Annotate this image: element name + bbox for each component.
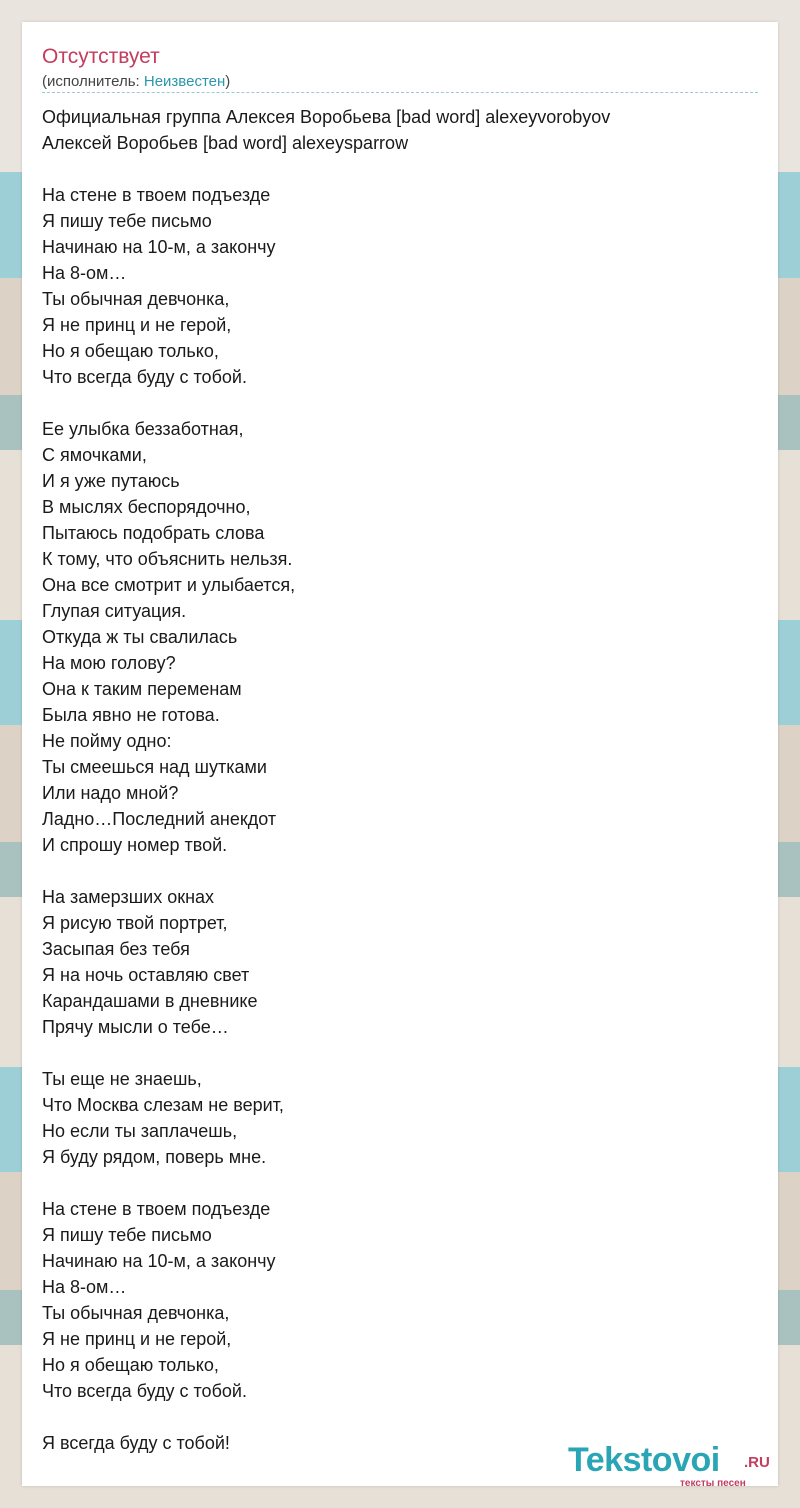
lyric-line: Не пойму одно: bbox=[42, 731, 172, 751]
logo-domain: .RU bbox=[744, 1454, 770, 1471]
lyric-line: И я уже путаюсь bbox=[42, 471, 180, 491]
lyric-line: Но я обещаю только, bbox=[42, 1355, 219, 1375]
lyric-line: На 8-ом… bbox=[42, 263, 127, 283]
lyric-line: Я не принц и не герой, bbox=[42, 1329, 232, 1349]
lyric-line: Глупая ситуация. bbox=[42, 601, 187, 621]
lyrics-text bbox=[42, 104, 758, 1456]
artist-line bbox=[42, 72, 230, 92]
lyrics-card bbox=[22, 22, 778, 1489]
lyric-line bbox=[42, 858, 758, 884]
lyric-line bbox=[42, 1170, 758, 1196]
lyric-line: Она к таким переменам bbox=[42, 679, 242, 699]
lyric-line: Я пишу тебе письмо bbox=[42, 1225, 212, 1245]
lyric-line: Она все смотрит и улыбается, bbox=[42, 575, 296, 595]
lyric-line: Я буду рядом, поверь мне. bbox=[42, 1147, 267, 1167]
site-logo[interactable] bbox=[568, 1440, 778, 1489]
lyric-line: Пытаюсь подобрать слова bbox=[42, 523, 265, 543]
lyric-line: Была явно не готова. bbox=[42, 705, 220, 725]
lyric-line: Начинаю на 10-м, а закончу bbox=[42, 237, 276, 257]
lyric-line: На замерзших окнах bbox=[42, 887, 215, 907]
lyric-line: На стене в твоем подъезде bbox=[42, 185, 271, 205]
lyric-line: Карандашами в дневнике bbox=[42, 991, 258, 1011]
lyric-line: Алексей Воробьев [bad word] alexeysparrow bbox=[42, 133, 409, 153]
artist-prefix: (исполнитель: bbox=[42, 73, 144, 90]
lyric-line: Что Москва слезам не верит, bbox=[42, 1095, 284, 1115]
lyric-line: К тому, что объяснить нельзя. bbox=[42, 549, 293, 569]
lyric-line: Я рисую твой портрет, bbox=[42, 913, 228, 933]
lyric-line: Официальная группа Алексея Воробьева [bad word] alexeyvorobyov bbox=[42, 107, 611, 127]
artist-suffix: ) bbox=[225, 73, 231, 90]
artist-link[interactable]: Неизвестен bbox=[143, 73, 226, 90]
lyric-line: Я на ночь оставляю свет bbox=[42, 965, 250, 985]
lyric-line bbox=[42, 1404, 758, 1430]
lyric-line: Прячу мысли о тебе… bbox=[42, 1017, 229, 1037]
lyric-line bbox=[42, 390, 758, 416]
logo-name: Tekstovoi bbox=[568, 1441, 720, 1479]
lyric-line: Но я обещаю только, bbox=[42, 341, 219, 361]
lyric-line: Я не принц и не герой, bbox=[42, 315, 232, 335]
lyric-line: На 8-ом… bbox=[42, 1277, 127, 1297]
lyric-line: В мыслях беспорядочно, bbox=[42, 497, 251, 517]
song-title: Отсутствует bbox=[42, 45, 160, 68]
lyric-line: На стене в твоем подъезде bbox=[42, 1199, 271, 1219]
lyric-line bbox=[42, 156, 758, 182]
lyric-line: Откуда ж ты свалилась bbox=[42, 627, 238, 647]
lyric-line: Ладно…Последний анекдот bbox=[42, 809, 277, 829]
lyric-line: На мою голову? bbox=[42, 653, 176, 673]
lyric-line: Ты обычная девчонка, bbox=[42, 289, 230, 309]
lyric-line: И спрошу номер твой. bbox=[42, 835, 228, 855]
lyric-line: Я пишу тебе письмо bbox=[42, 211, 212, 231]
lyric-line: Что всегда буду с тобой. bbox=[42, 367, 247, 387]
lyric-line: Я всегда буду с тобой! bbox=[42, 1433, 230, 1453]
lyric-line: Ты обычная девчонка, bbox=[42, 1303, 230, 1323]
lyric-line: Но если ты заплачешь, bbox=[42, 1121, 238, 1141]
lyric-line: Что всегда буду с тобой. bbox=[42, 1381, 247, 1401]
title-divider bbox=[42, 92, 758, 93]
lyric-line: Ты еще не знаешь, bbox=[42, 1069, 202, 1089]
lyric-line: Ты смеешься над шутками bbox=[42, 757, 267, 777]
lyric-line: Ее улыбка беззаботная, bbox=[42, 419, 244, 439]
lyric-line: С ямочками, bbox=[42, 445, 147, 465]
logo-tagline: тексты песен bbox=[680, 1478, 746, 1489]
lyric-line: Засыпая без тебя bbox=[42, 939, 190, 959]
lyric-line: Начинаю на 10-м, а закончу bbox=[42, 1251, 276, 1271]
lyric-line: Или надо мной? bbox=[42, 783, 179, 803]
lyric-line bbox=[42, 1040, 758, 1066]
